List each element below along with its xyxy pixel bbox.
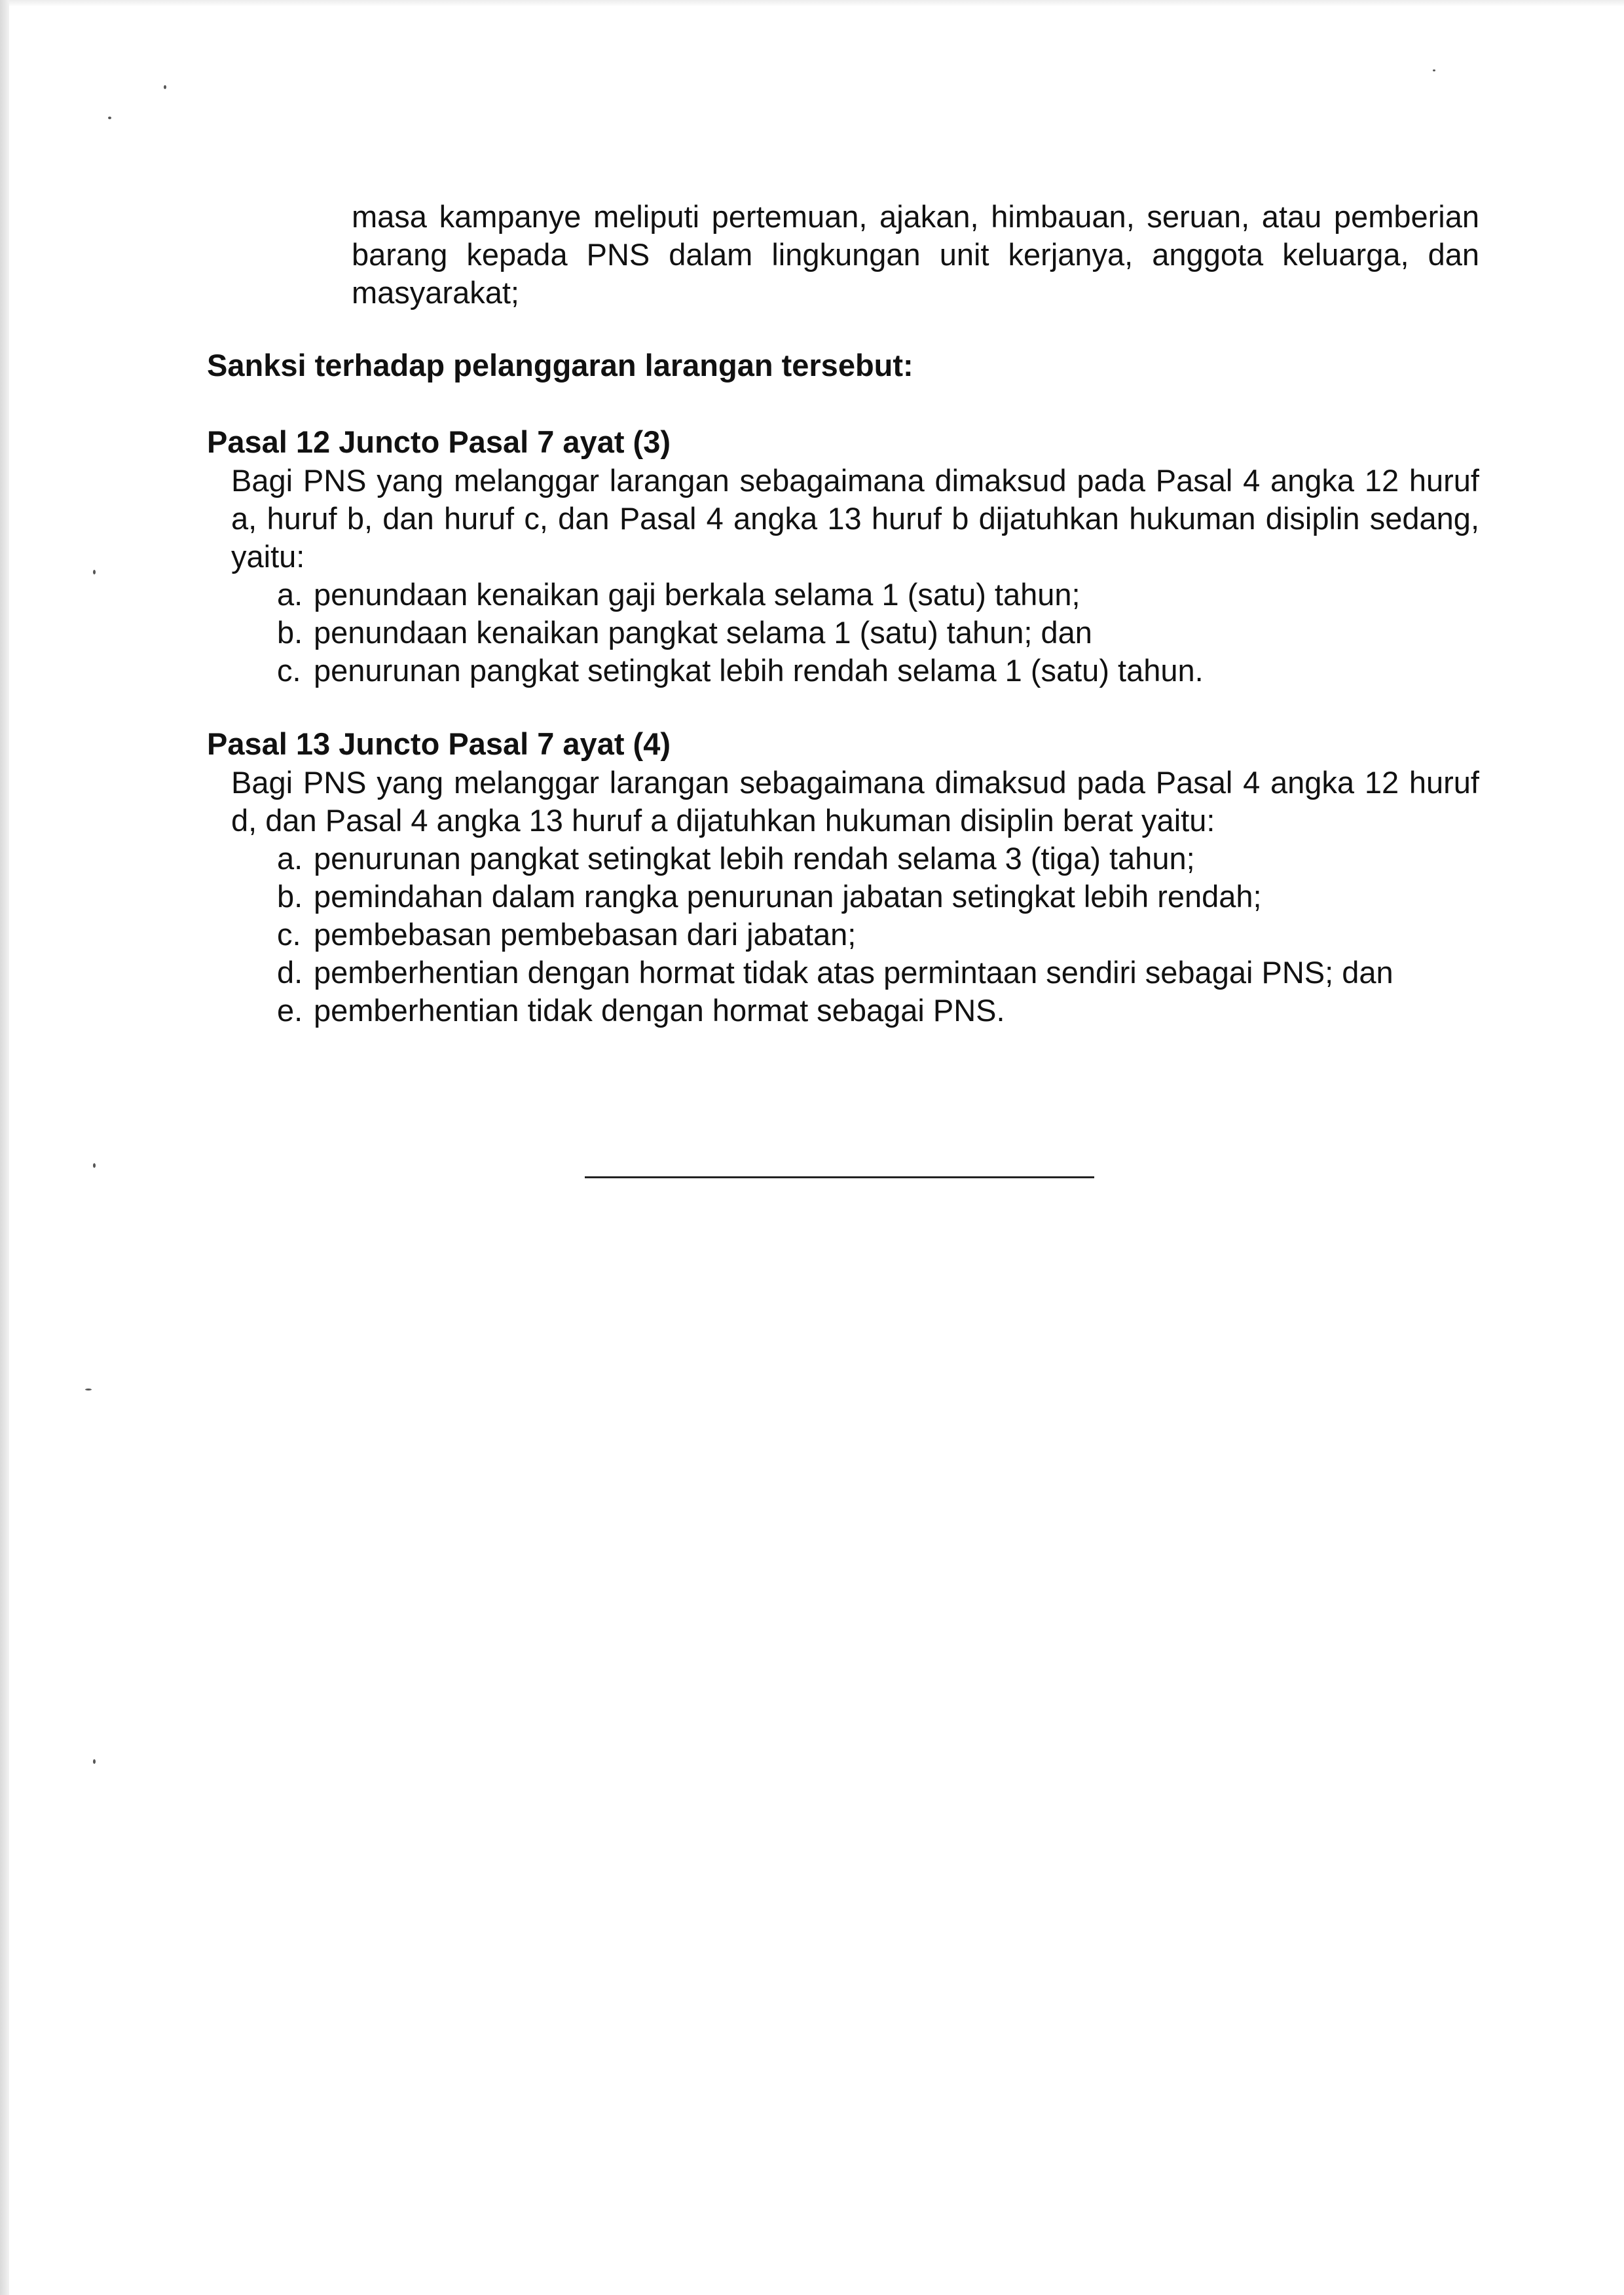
scan-shadow-left (0, 0, 9, 2295)
section-heading-pasal-13: Pasal 13 Juncto Pasal 7 ayat (4) (207, 726, 671, 761)
sanction-list-pasal-12 (277, 576, 1204, 690)
list-item-text: penundaan kenaikan pangkat selama 1 (satu) tahun; dan (314, 615, 1092, 650)
scan-speck (93, 1163, 96, 1168)
scan-speck (93, 570, 96, 574)
closing-rule (585, 1176, 1094, 1178)
list-item (277, 954, 1393, 992)
list-item (277, 992, 1393, 1030)
list-marker: c. (277, 653, 301, 688)
section-heading-pasal-12: Pasal 12 Juncto Pasal 7 ayat (3) (207, 424, 671, 459)
scan-shadow-top (0, 0, 1624, 7)
scan-speck (85, 1389, 92, 1390)
list-item-text: pemberhentian dengan hormat tidak atas permintaan sendiri sebagai PNS; dan (314, 955, 1393, 990)
list-marker: b. (277, 879, 303, 914)
list-item-text: penundaan kenaikan gaji berkala selama 1 (satu) tahun; (314, 577, 1080, 612)
sanction-list-pasal-13 (277, 840, 1393, 1030)
section-body-pasal-12: Bagi PNS yang melanggar larangan sebagaimana dimaksud pada Pasal 4 angka 12 huruf a, huruf b, dan huruf c, dan Pasal 4 angka 13 huruf b dijatuhkan hukuman disiplin sedang, yaitu: (231, 463, 1479, 574)
list-item (277, 840, 1393, 878)
scan-speck (164, 85, 166, 89)
scan-speck (93, 1759, 96, 1764)
intro-paragraph: masa kampanye meliputi pertemuan, ajakan, himbauan, seruan, atau pemberian barang kepada PNS dalam lingkungan unit kerjanya, anggota keluarga, dan masyarakat; (352, 199, 1479, 310)
list-item (277, 576, 1204, 614)
list-marker: a. (277, 841, 303, 876)
list-item (277, 916, 1393, 954)
list-item-text: pembebasan pembebasan dari jabatan; (314, 917, 857, 952)
list-marker: b. (277, 615, 303, 650)
list-item-text: penurunan pangkat setingkat lebih rendah selama 3 (tiga) tahun; (314, 841, 1195, 876)
list-item (277, 652, 1204, 690)
list-marker: e. (277, 993, 303, 1028)
list-marker: a. (277, 577, 303, 612)
list-marker: d. (277, 955, 303, 990)
section-body-pasal-13: Bagi PNS yang melanggar larangan sebagaimana dimaksud pada Pasal 4 angka 12 huruf d, dan Pasal 4 angka 13 huruf a dijatuhkan hukuman disiplin berat yaitu: (231, 765, 1479, 838)
list-item-text: penurunan pangkat setingkat lebih rendah selama 1 (satu) tahun. (314, 653, 1204, 688)
scan-speck (108, 117, 111, 119)
list-item-text: pemberhentian tidak dengan hormat sebagai PNS. (314, 993, 1005, 1028)
list-item (277, 878, 1393, 916)
sanctions-heading: Sanksi terhadap pelanggaran larangan tersebut: (207, 348, 913, 382)
list-item-text: pemindahan dalam rangka penurunan jabatan setingkat lebih rendah; (314, 879, 1262, 914)
scan-speck (1433, 69, 1435, 71)
list-item (277, 614, 1204, 652)
list-marker: c. (277, 917, 301, 952)
